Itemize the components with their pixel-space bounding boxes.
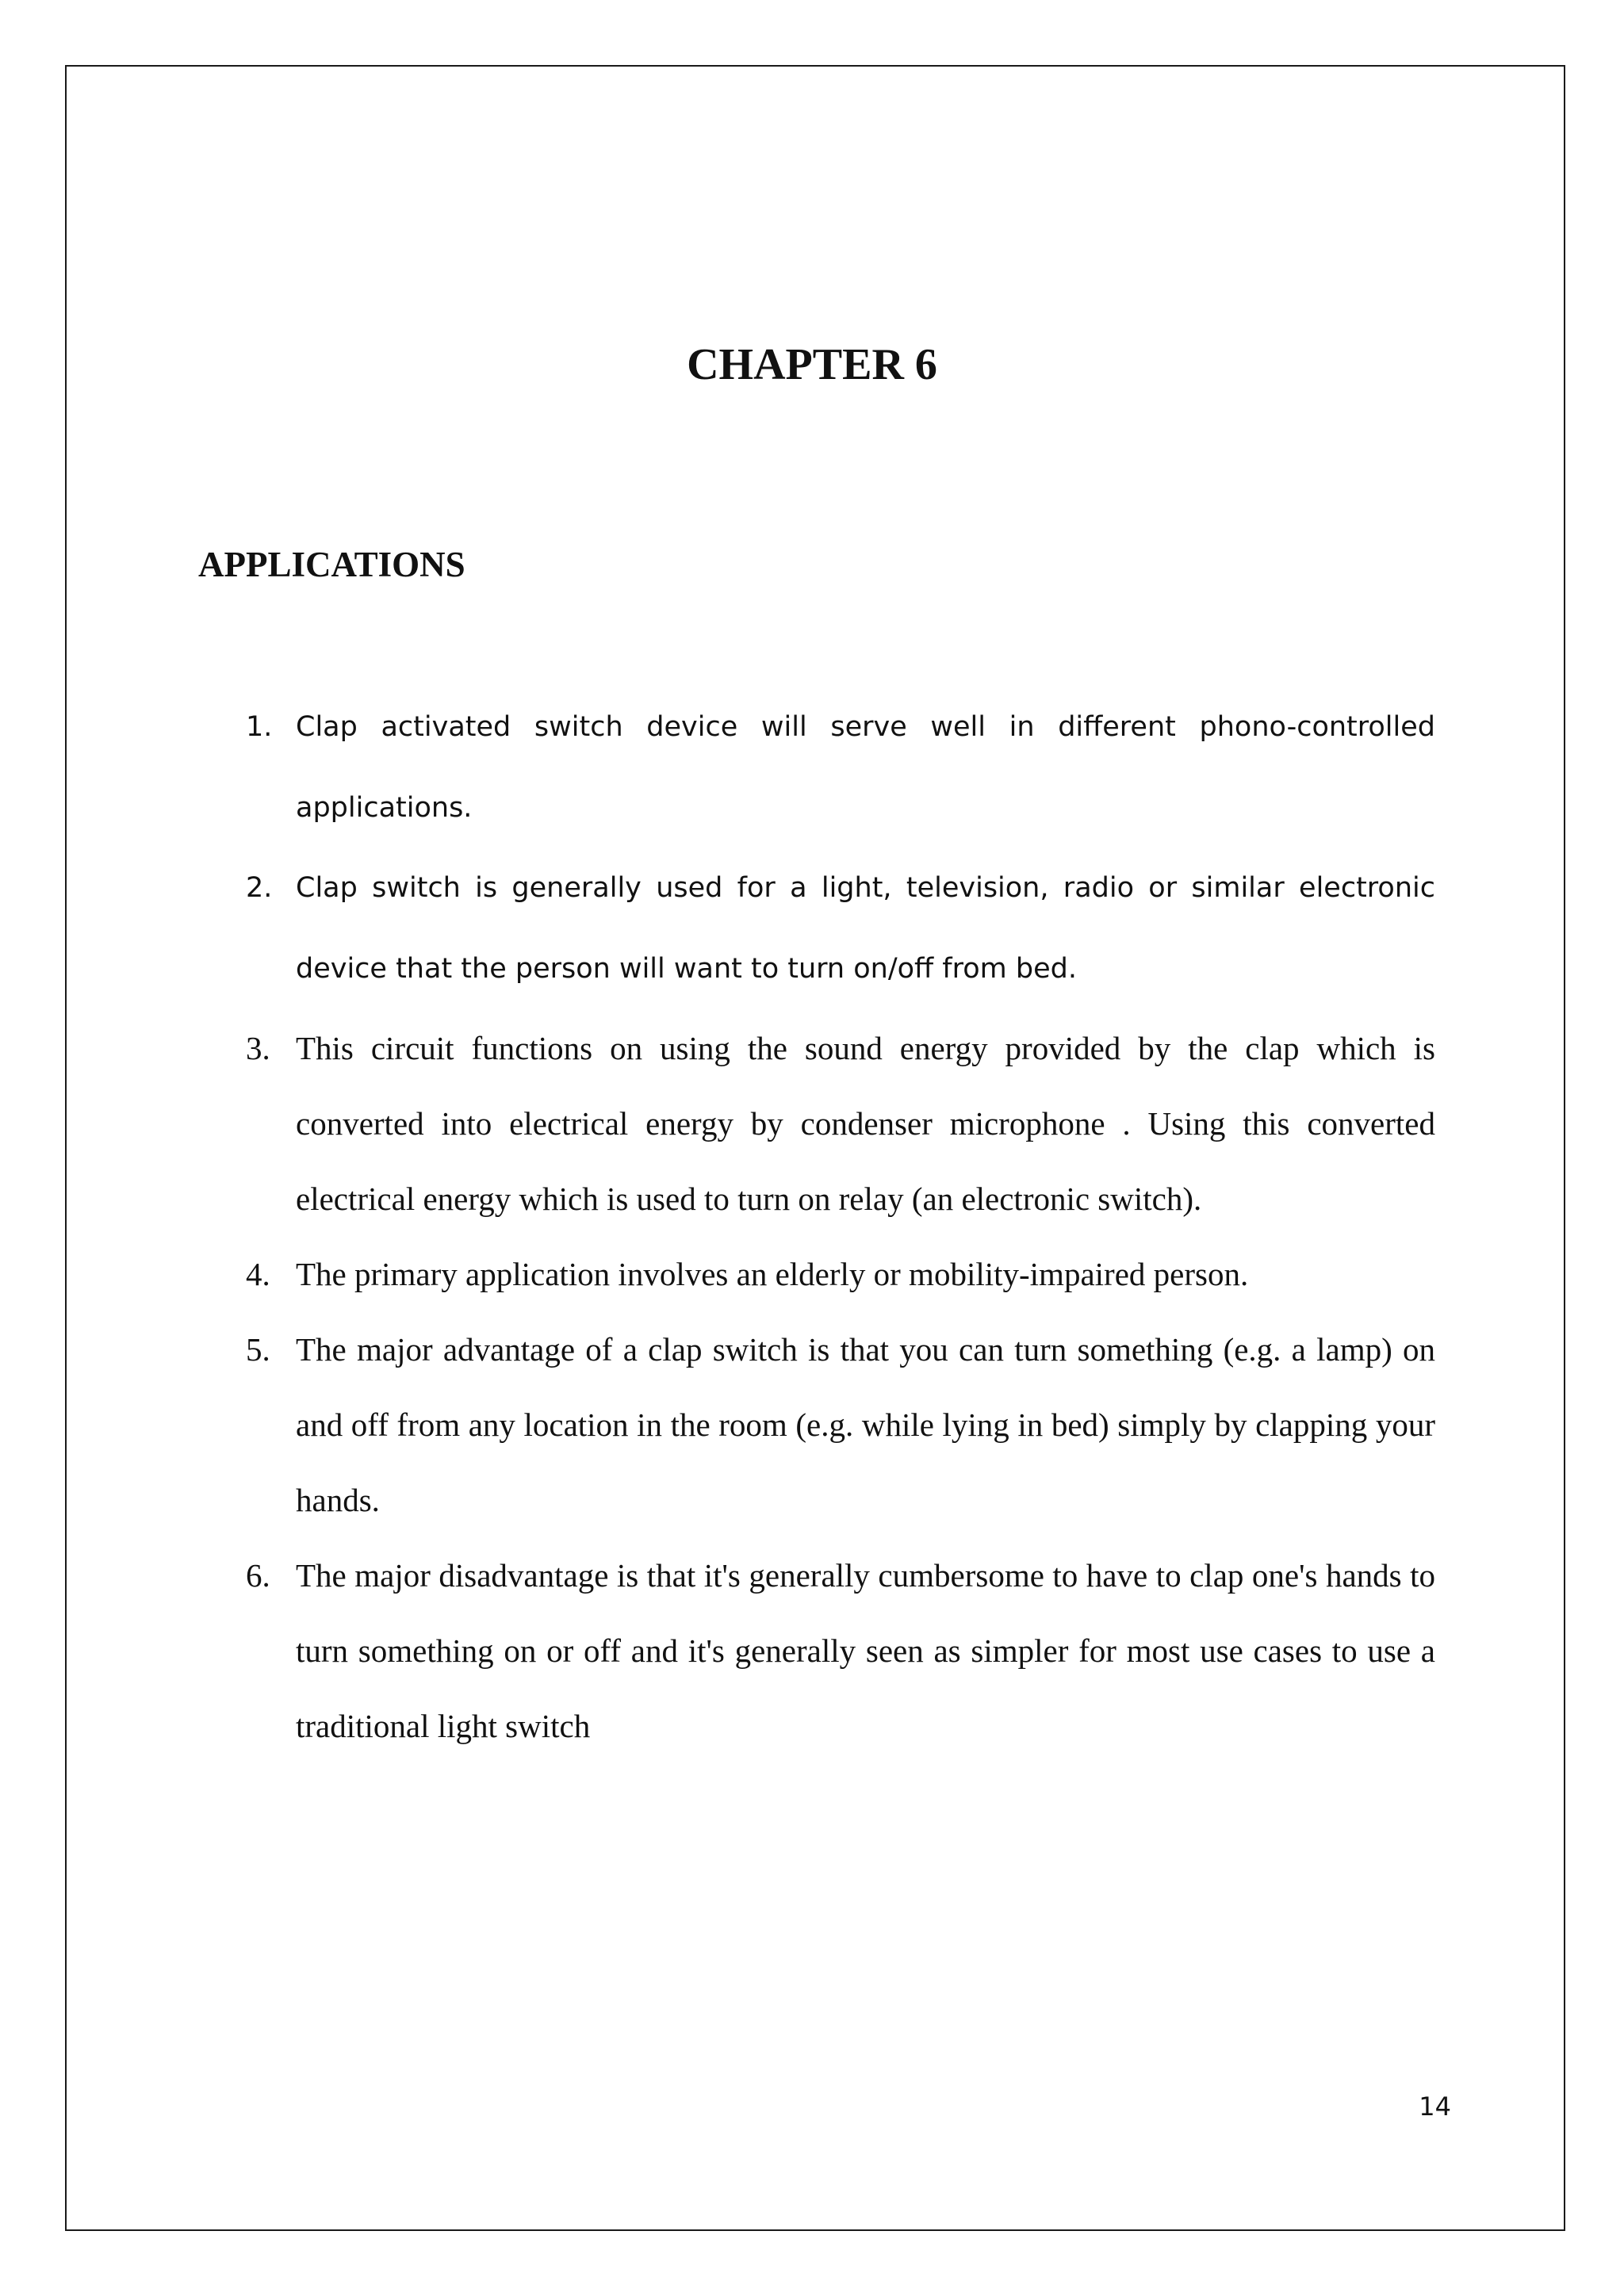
section-title: APPLICATIONS	[198, 545, 465, 584]
list-item-text: Clap activated switch device will serve well in different phono-controlled applications.	[296, 711, 1435, 824]
list-item-number: 5.	[246, 1331, 270, 1368]
list-item-text: Clap switch is generally used for a light, television, radio or similar electronic device that the person will want to turn on/off from bed.	[296, 872, 1435, 985]
chapter-title: CHAPTER 6	[687, 340, 937, 389]
list-item-text: The major advantage of a clap switch is that you can turn something (e.g. a lamp) on and off from any location in the room (e.g. while lying in bed) simply by clapping your hands.	[296, 1331, 1435, 1518]
list-item-number: 1.	[246, 711, 273, 743]
list-item-number: 6.	[246, 1557, 270, 1594]
list-item-number: 4.	[246, 1256, 270, 1292]
list-item-number: 2.	[246, 872, 273, 904]
page-number: 14	[1419, 2091, 1451, 2122]
list-item-text: This circuit functions on using the sound energy provided by the clap which is converted into electrical energy by condenser microphone . Using this converted electrical energy which is used to turn on relay (an electronic switch).	[296, 1030, 1435, 1217]
list-item-text: The primary application involves an elderly or mobility-impaired person.	[296, 1256, 1249, 1292]
list-item-number: 3.	[246, 1030, 270, 1066]
list-item-text: The major disadvantage is that it's generally cumbersome to have to clap one's hands to turn something on or off and it's generally seen as simpler for most use cases to use a traditional light switch	[296, 1557, 1435, 1744]
